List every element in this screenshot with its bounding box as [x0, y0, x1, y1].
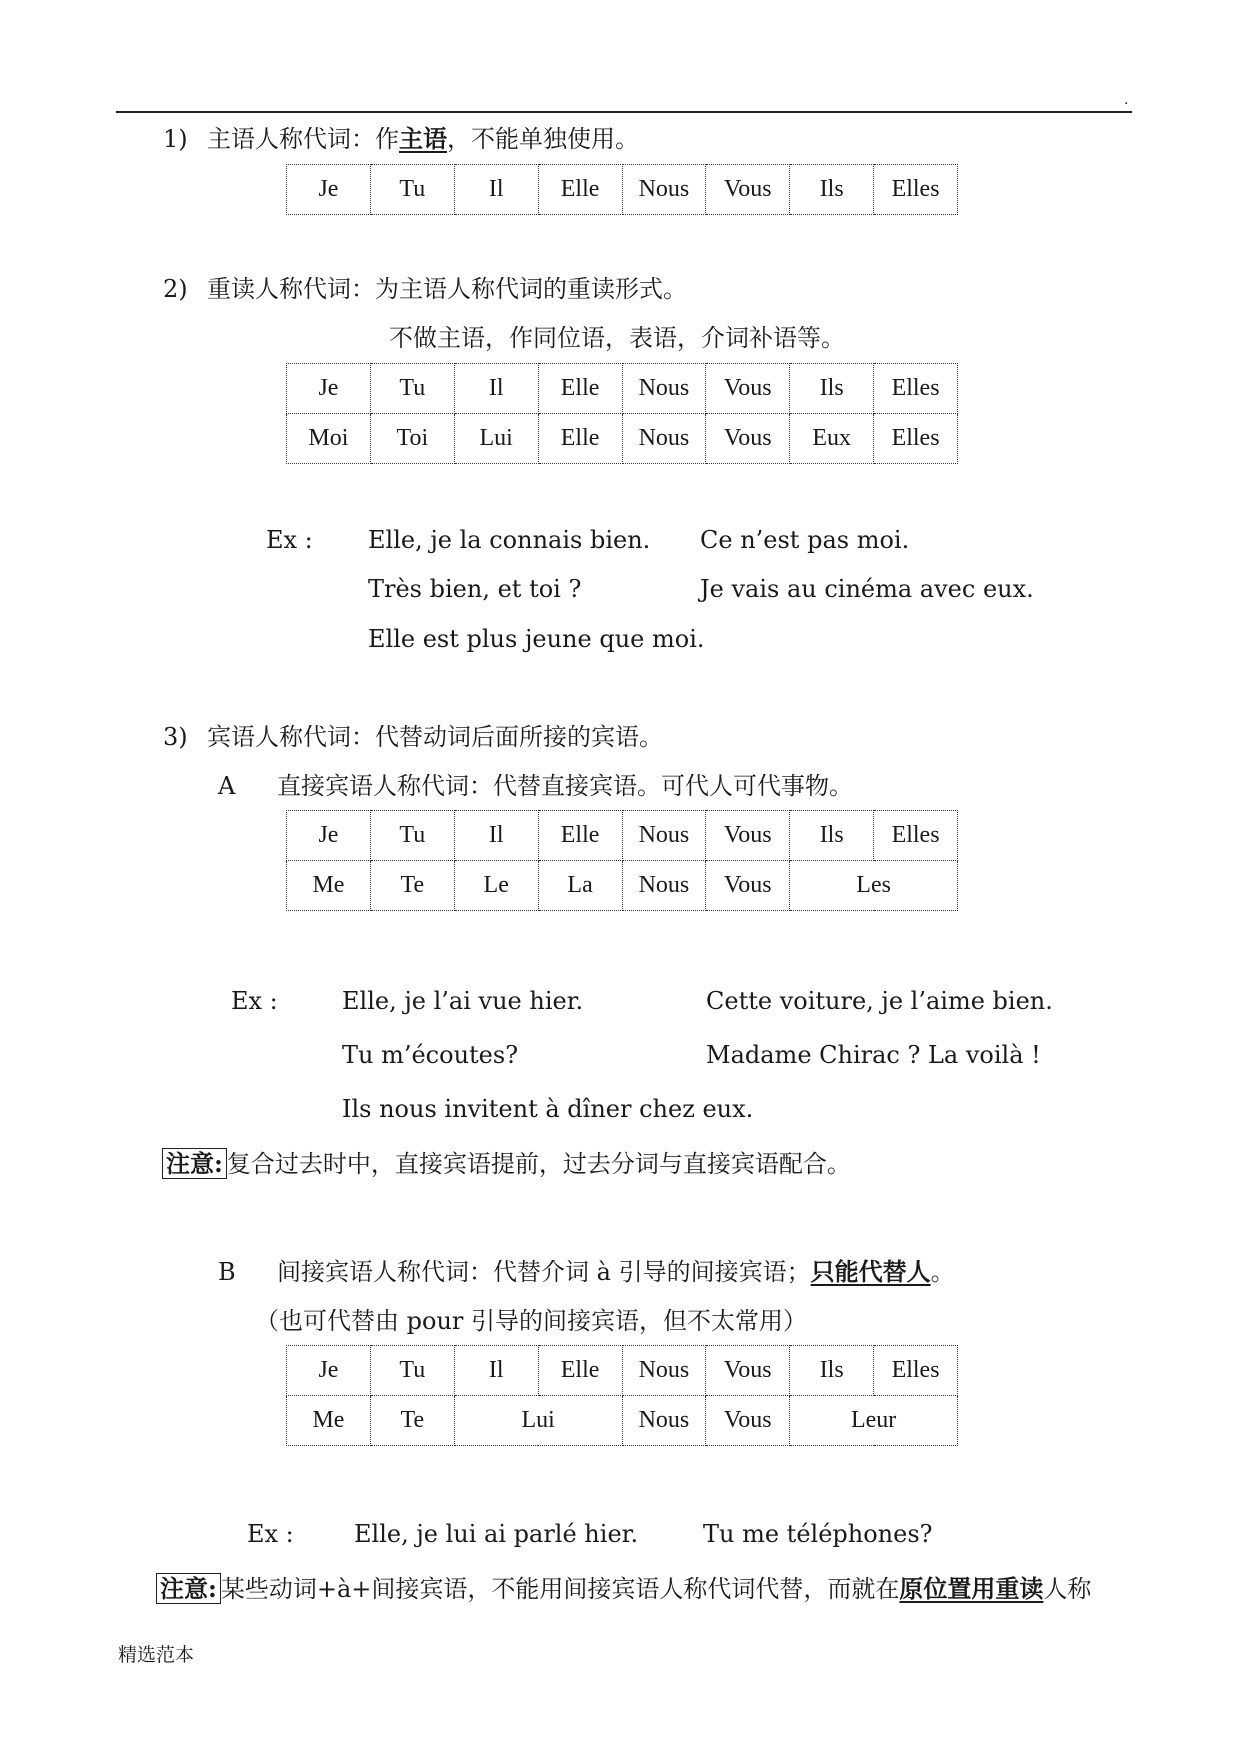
note-a [162, 1149, 851, 1179]
note-text: 某些动词+à+间接宾语，不能用间接宾语人称代词代替，而就在 [220, 1575, 900, 1603]
section-2-number: 2) [163, 275, 188, 303]
table-cell: Ils [790, 165, 874, 215]
section-1-number: 1) [163, 125, 188, 153]
table-cell: Vous [706, 364, 790, 414]
table-cell: Tu [370, 811, 454, 861]
table-row [287, 165, 958, 215]
table-cell: Me [287, 1396, 371, 1446]
example-sentence: Tu me téléphones? [703, 1520, 933, 1548]
note-label: 注意: [156, 1573, 221, 1604]
section-1-title-suffix: ，不能单独使用。 [447, 125, 639, 153]
example-sentence: Tu m’écoutes? [342, 1041, 519, 1069]
example-sentence: Ce n’est pas moi. [700, 526, 910, 554]
table-cell: Elles [874, 165, 958, 215]
subsection-b-title [277, 1257, 955, 1287]
example-label: Ex : [247, 1520, 294, 1548]
subsection-b-title-suffix: 。 [930, 1258, 955, 1286]
table-cell: Elle [538, 165, 622, 215]
subject-pronoun-table [286, 164, 958, 215]
table-row [287, 1396, 958, 1446]
note-text: 人称 [1043, 1575, 1092, 1603]
table-cell: Nous [622, 165, 706, 215]
example-sentence: Cette voiture, je l’aime bien. [706, 987, 1053, 1015]
example-sentence: Elle est plus jeune que moi. [368, 625, 705, 653]
table-cell: Il [454, 165, 538, 215]
table-cell: Il [454, 364, 538, 414]
table-cell: Toi [370, 414, 454, 464]
subsection-b-title-emphasis: 只能代替人 [810, 1257, 931, 1286]
table-cell: Nous [622, 364, 706, 414]
example-label: Ex : [266, 526, 313, 554]
note-label: 注意: [162, 1148, 227, 1179]
table-cell: Vous [706, 1346, 790, 1396]
table-cell: Me [287, 861, 371, 911]
table-cell: Je [287, 811, 371, 861]
footer-text: 精选范本 [118, 1644, 195, 1666]
table-cell: Ils [790, 1346, 874, 1396]
table-cell: Elle [538, 1346, 622, 1396]
table-cell: Il [454, 811, 538, 861]
table-cell: Vous [706, 811, 790, 861]
note-b [156, 1574, 1091, 1604]
table-cell: Nous [622, 414, 706, 464]
example-sentence: Madame Chirac ? La voilà ! [706, 1041, 1041, 1069]
direct-object-pronoun-table [286, 810, 958, 911]
table-cell: Te [370, 861, 454, 911]
table-cell: Elles [874, 1346, 958, 1396]
table-cell: Ils [790, 811, 874, 861]
subsection-a-title: 直接宾语人称代词：代替直接宾语。可代人可代事物。 [277, 772, 853, 800]
example-sentence: Ils nous invitent à dîner chez eux. [342, 1095, 754, 1123]
header-rule [116, 111, 1132, 113]
indirect-object-pronoun-table [286, 1345, 958, 1446]
table-cell: Eux [790, 414, 874, 464]
section-2-title: 重读人称代词：为主语人称代词的重读形式。 [207, 275, 687, 303]
table-cell: Il [454, 1346, 538, 1396]
table-cell: Elle [538, 364, 622, 414]
table-cell: Vous [706, 1396, 790, 1446]
example-label: Ex : [231, 987, 278, 1015]
table-cell: Elle [538, 414, 622, 464]
table-cell: La [538, 861, 622, 911]
table-cell: Le [454, 861, 538, 911]
note-text: 复合过去时中，直接宾语提前，过去分词与直接宾语配合。 [226, 1150, 851, 1178]
table-cell: Elle [538, 811, 622, 861]
table-row [287, 811, 958, 861]
table-row [287, 364, 958, 414]
table-cell: Elles [874, 364, 958, 414]
table-cell: Leur [790, 1396, 958, 1446]
table-cell: Vous [706, 861, 790, 911]
table-cell: Elles [874, 414, 958, 464]
section-3-number: 3) [163, 723, 188, 751]
section-1-title [207, 124, 639, 154]
table-cell: Je [287, 1346, 371, 1396]
subsection-b-letter: B [218, 1258, 236, 1286]
table-row [287, 414, 958, 464]
table-cell: Te [370, 1396, 454, 1446]
stressed-pronoun-table [286, 363, 958, 464]
subsection-b-subtitle: （也可代替由 pour 引导的间接宾语，但不太常用） [255, 1307, 807, 1335]
table-cell: Nous [622, 811, 706, 861]
table-row [287, 861, 958, 911]
section-3-title: 宾语人称代词：代替动词后面所接的宾语。 [207, 723, 663, 751]
subsection-b-title-prefix: 间接宾语人称代词：代替介词 à 引导的间接宾语； [277, 1258, 811, 1286]
table-cell: Nous [622, 1346, 706, 1396]
example-sentence: Très bien, et toi ? [368, 575, 582, 603]
table-cell: Lui [454, 1396, 622, 1446]
section-2-subtitle: 不做主语，作同位语，表语，介词补语等。 [389, 324, 845, 352]
subsection-a-letter: A [218, 772, 236, 800]
note-emphasis: 原位置用重读 [899, 1574, 1044, 1603]
example-sentence: Elle, je l’ai vue hier. [342, 987, 584, 1015]
table-cell: Tu [370, 165, 454, 215]
table-cell: Je [287, 165, 371, 215]
table-cell: Vous [706, 414, 790, 464]
example-sentence: Je vais au cinéma avec eux. [700, 575, 1034, 603]
section-1-title-emphasis: 主语 [399, 124, 447, 153]
section-1-title-prefix: 主语人称代词：作 [207, 125, 399, 153]
table-cell: Nous [622, 1396, 706, 1446]
table-cell: Tu [370, 1346, 454, 1396]
table-cell: Ils [790, 364, 874, 414]
table-cell: Elles [874, 811, 958, 861]
table-cell: Je [287, 364, 371, 414]
header-dot: . [1124, 92, 1129, 108]
table-cell: Lui [454, 414, 538, 464]
table-cell: Les [790, 861, 958, 911]
table-cell: Tu [370, 364, 454, 414]
example-sentence: Elle, je lui ai parlé hier. [354, 1520, 639, 1548]
example-sentence: Elle, je la connais bien. [368, 526, 651, 554]
table-cell: Nous [622, 861, 706, 911]
table-cell: Moi [287, 414, 371, 464]
table-cell: Vous [706, 165, 790, 215]
table-row [287, 1346, 958, 1396]
